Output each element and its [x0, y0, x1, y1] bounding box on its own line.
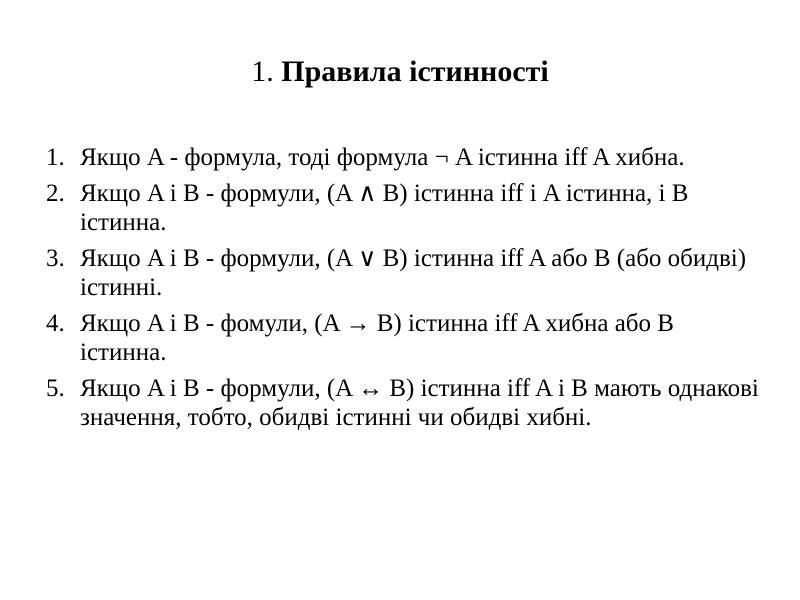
list-item-text: Якщо A і B - формули, (A ∧ B) істинна iff і A істинна, і B істинна.	[80, 180, 689, 236]
list-item-number: 1.	[46, 144, 65, 171]
title-text: Правила істинності	[281, 55, 549, 88]
list-item-text: Якщо A і B - формули, (A ∨ B) істинна iff A або B (або обидві) істинні.	[80, 245, 747, 301]
list-item-text: Якщо A - формула, тоді формула ¬ A істинна iff A хибна.	[80, 144, 685, 171]
rules-list	[46, 143, 766, 439]
list-item	[46, 374, 766, 432]
list-item	[46, 309, 766, 367]
list-item-number: 3.	[46, 245, 65, 272]
list-item-number: 5.	[46, 375, 65, 402]
list-item-text: Якщо A і B - формули, (A ↔ B) істинна iff A і B мають однакові значення, тобто, обидві істинні чи обидві хибні.	[80, 375, 759, 431]
list-item-text: Якщо A і B - фомули, (A → B) істинна iff A хибна або B істинна.	[80, 310, 674, 366]
page-title	[0, 52, 800, 92]
list-item	[46, 179, 766, 237]
list-item-number: 2.	[46, 180, 65, 207]
list-item	[46, 143, 766, 172]
title-number: 1.	[251, 55, 274, 88]
list-item	[46, 244, 766, 302]
list-item-number: 4.	[46, 310, 65, 337]
